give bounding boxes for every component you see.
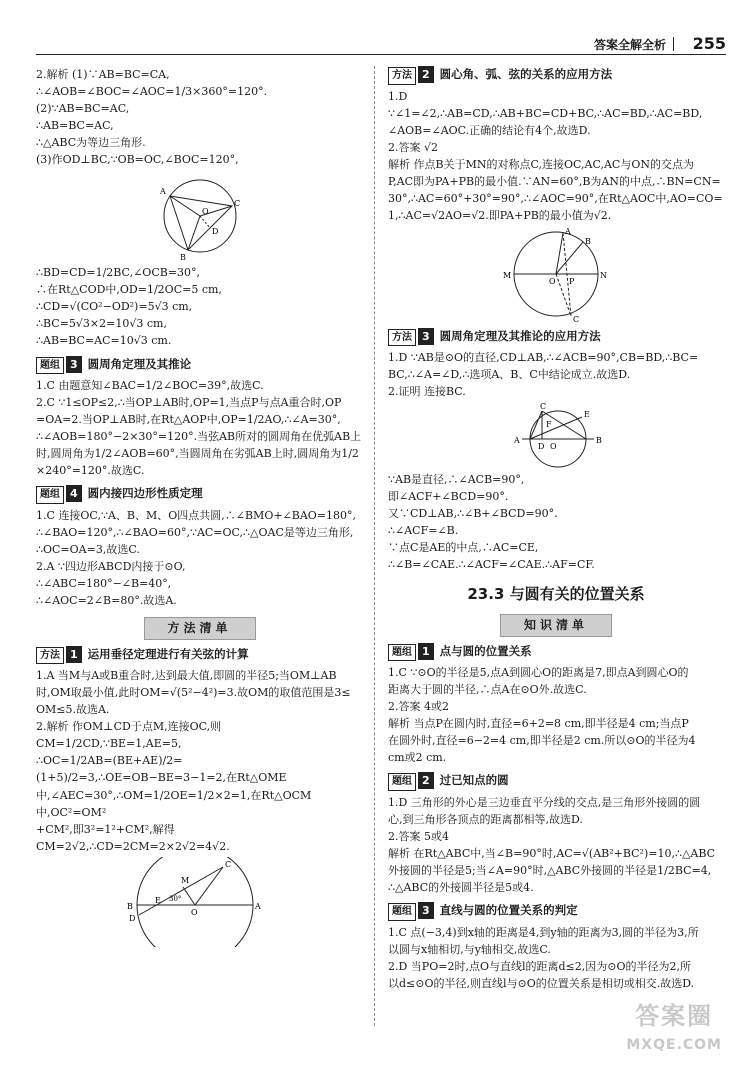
fig4-label-c: C [224,859,231,869]
text-line: ∴BC=5√3×2=10√3 cm, [36,317,167,331]
fig1-label-a: A [159,187,166,197]
text-line: 外接圆的半径是5;当∠A=90°时,△ABC外接圆的半径是1/2BC=4, [388,864,712,878]
section-heading [388,772,724,791]
text-line: +CM²,即3²=1²+CM²,解得CM=2√2,∴CD=2CM=2×2√2=4√2. [36,822,230,853]
text-line: ∴CD=√(CO²−OD²)=5√3 cm, [36,300,193,314]
section-title: 点与圆的位置关系 [439,643,532,658]
section-title: 直线与圆的位置关系的判定 [439,903,578,918]
text-line: (3)作OD⊥BC,∵OB=OC,∠BOC=120°, [36,153,239,167]
page-header [36,36,726,55]
text-line: 1.D ∵AB是⊙O的直径,CD⊥AB,∴∠ACB=90°,CB=BD,∴BC= [388,351,699,365]
section-number: 2 [418,772,434,789]
text-line: ∵AB是直径,∴∠ACB=90°, [388,472,525,486]
text-line: 又∵CD⊥AB,∴∠B+∠BCD=90°. [388,506,558,520]
text-line: ∴∠B=∠CAE.∴∠ACF=∠CAE.∴AF=CF. [388,557,595,571]
fig3-label-b: B [596,435,602,445]
fig4-label-d: D [128,913,135,923]
text-line: ∴BD=CD=1/2BC,∠OCB=30°, [36,266,201,280]
section-number: 2 [418,66,434,83]
figure-circle-triangle [150,170,250,262]
text-line: 2.A ∵四边形ABCD内接于⊙O, [36,559,186,573]
text-line: 2.C ∵1≤OP≤2,∴当OP⊥AB时,OP=1,当点P与点A重合时,OP [36,396,342,410]
section-heading [36,485,363,504]
text-line: ∵点C是AE的中点,∴AC=CE, [388,540,539,554]
text-line: 1.C 连接OC,∵A、B、M、O四点共圆,∴∠BMO+∠BAO=180°, [36,508,357,522]
text-line: ∴∠AOC=2∠B=80°.故选A. [36,594,177,608]
text-line: 1.A 当M与A或B重合时,达到最大值,即圆的半径5;当OM⊥AB [36,669,337,683]
right-column [388,66,724,1033]
section-tag: 方法 [388,67,416,85]
text-line: ∴在Rt△COD中,OD=1/2OC=5 cm, [36,283,222,297]
fig2-label-m: M [503,270,512,280]
section-tag: 题组 [36,357,64,375]
fig2-label-c: C [573,314,580,322]
fig1-label-d: D [211,227,218,237]
watermark-logo-text: 答案圈 [635,1002,714,1031]
text-line: BC,∴∠A=∠D,∴选项A、B、C中结论成立.故选D. [388,368,631,382]
fig3-label-f: F [546,419,552,429]
text-line: 即∠ACF+∠BCD=90°. [388,489,509,503]
text-line: ∴△ABC为等边三角形. [36,136,146,150]
section-title: 运用垂径定理进行有关弦的计算 [87,646,249,661]
figure-semicircle-proof [506,403,606,469]
text-line: ∴OC=1/2AB=(BE+AE)/2=(1+5)/2=3,∴OE=OB−BE=3−1=2,在Rt△OME [36,754,287,785]
section-heading [388,328,724,347]
watermark-url: MXQE.COM [626,1037,722,1054]
text-line: 中,∠AEC=30°,∴OM=1/2OE=1/2×2=1,在Rt△OCM中,OC²=OM² [36,788,312,819]
fig1-label-o: O [201,207,209,217]
text-line: ∴∠AOB=∠BOC=∠AOC=1/3×360°=120°. [36,85,268,99]
text-line: 2.证明 连接BC. [388,385,466,399]
left-column [36,66,363,1033]
section-number: 3 [66,356,82,373]
text-line: 心,到三角形各顶点的距离都相等,故选D. [388,812,583,826]
text-line: OM≤5.故选A. [36,703,110,717]
section-heading [36,646,363,665]
section-title: 圆周角定理及其推论 [87,356,192,371]
text-line: ∴∠ABC=180°−∠B=40°, [36,576,172,590]
fig4-label-o: O [190,907,198,917]
fig2-label-p: P [569,276,575,286]
text-line: 距离大于圆的半径,∴点A在⊙O外.故选C. [388,683,587,697]
fig3-label-a: A [514,435,520,445]
header-divider [673,37,675,51]
section-tag: 方法 [388,329,416,347]
figure-chord-circle [125,857,275,947]
fig2-label-o: O [549,276,556,286]
text-line: ∠AOB=∠AOC.正确的结论有4个,故选D. [388,123,591,137]
section-heading [388,643,724,662]
fig4-angle: 30° [168,894,181,903]
text-line: ×240°=120°.故选C. [36,464,145,478]
fig3-label-c: C [540,402,547,411]
text-line: (2)∵AB=BC=AC, [36,102,130,116]
section-tag: 题组 [388,903,416,921]
section-title: 过已知点的圆 [439,773,509,788]
page-number: 255 [692,34,726,53]
text-line: ∴∠AOB=180°−2×30°=120°.当弦AB所对的圆周角在优弧AB上 [36,430,362,444]
fig2-label-a: A [565,226,571,236]
text-line: 解析 作点B关于MN的对称点C,连接OC,AC,AC与ON的交点为 [388,157,694,171]
text-line: ∴OC=OA=3,故选C. [36,542,140,556]
text-line: 1.C 点(−3,4)到x轴的距离是4,到y轴的距离为3,圆的半径为3,所 [388,925,699,939]
text-line: 2.D 当PO=2时,点O与直线l的距离d≤2,因为⊙O的半径为2,所 [388,959,691,973]
watermark [626,998,722,1057]
section-heading [388,902,724,921]
fig3-label-o: O [550,441,557,451]
section-tag: 方法 [36,647,64,665]
text-line: ∴AB=BC=AC=10√3 cm. [36,334,172,348]
fig1-label-b: B [179,253,186,263]
text-line: 1,∴AC=√2AO=√2.即PA+PB的最小值为√2. [388,208,612,222]
fig2-label-b: B [585,236,591,246]
text-line: 2.答案 √2 [388,140,438,154]
section-number: 1 [66,646,82,663]
section-heading [388,66,724,85]
text-line: 时,圆周角为1/2∠AOB=60°,当圆周角在劣弧AB上时,圆周角为1/2 [36,447,359,461]
section-tag: 题组 [388,773,416,791]
figure-mn-circle [501,226,611,322]
text-line: 在圆外时,直径=6−2=4 cm,即半径是2 cm.所以⊙O的半径为4 [388,734,696,748]
fig4-label-a: A [254,901,261,911]
section-title: 圆内接四边形性质定理 [87,486,203,501]
column-divider [374,66,375,1026]
section-tag: 题组 [36,486,64,504]
text-line: ∴AB=BC=AC, [36,119,114,133]
text-line: 1.D 三角形的外心是三边垂直平分线的交点,是三角形外接圆的圆 [388,795,701,809]
fig3-label-e: E [584,409,590,419]
text-line: ∴∠ACF=∠B. [388,523,459,537]
fig4-label-m: M [180,875,189,885]
section-title: 圆周角定理及其推论的应用方法 [439,328,601,343]
section-number: 3 [418,902,434,919]
section-number: 1 [418,643,434,660]
knowledge-banner: 知识清单 [500,614,612,637]
chapter-heading: 23.3 与圆有关的位置关系 [467,584,645,603]
fig4-label-e: E [154,895,161,905]
text-line: 以d≤⊙O的半径,则直线l与⊙O的位置关系是相切或相交.故选D. [388,976,695,990]
section-title: 圆心角、弧、弦的关系的应用方法 [439,67,613,81]
text-line: =OA=2.当OP⊥AB时,在Rt△AOP中,OP=1/2AO,∴∠A=30°, [36,413,341,427]
header-title: 答案全解全析 [593,38,666,52]
text-line: 1.C 由题意知∠BAC=1/2∠BOC=39°,故选C. [36,379,264,393]
text-line: P,AC即为PA+PB的最小值.∵AN=60°,B为AN的中点,∴BN=CN= [388,174,721,188]
section-tag: 题组 [388,644,416,662]
section-number: 4 [66,485,82,502]
text-line: 2.解析 (1)∵AB=BC=CA, [36,68,170,81]
fig1-label-c: C [233,199,240,209]
text-line: 2.解析 作OM⊥CD于点M,连接OC,则CM=1/2CD,∵BE=1,AE=5, [36,720,222,751]
text-line: 2.答案 5或4 [388,830,449,844]
fig4-label-b: B [126,901,133,911]
method-banner: 方法清单 [144,617,256,640]
text-line: 解析 当点P在圆内时,直径=6+2=8 cm,即半径是4 cm;当点P [388,717,689,731]
fig2-label-n: N [600,270,607,280]
text-line: 1.D ∵∠1=∠2,∴AB=CD,∴AB+BC=CD+BC,∴AC=BD,∴AC=BD, [388,89,703,120]
text-line: 时,OM取最小值,此时OM=√(5²−4²)=3.故OM的取值范围是3≤ [36,686,351,700]
text-line: ∴△ABC的外接圆半径是5或4. [388,881,534,895]
section-number: 3 [418,328,434,345]
fig3-label-d: D [538,441,545,451]
text-line: 以圆与x轴相切,与y轴相交,故选C. [388,942,551,956]
text-line: 1.C ∵⊙O的半径是5,点A到圆心O的距离是7,即点A到圆心O的 [388,666,689,680]
text-line: cm或2 cm. [388,751,447,765]
text-line: 2.答案 4或2 [388,700,449,714]
text-line: 30°,∴AC=60°+30°=90°,∴∠AOC=90°,在Rt△AOC中,AO=CO= [388,191,723,205]
text-line: ∴∠BAO=120°,∴∠BAO=60°,∵AC=OC,∴△OAC是等边三角形, [36,525,354,539]
section-heading [36,356,363,375]
text-line: 解析 在Rt△ABC中,当∠B=90°时,AC=√(AB²+BC²)=10,∴△ABC [388,847,716,861]
